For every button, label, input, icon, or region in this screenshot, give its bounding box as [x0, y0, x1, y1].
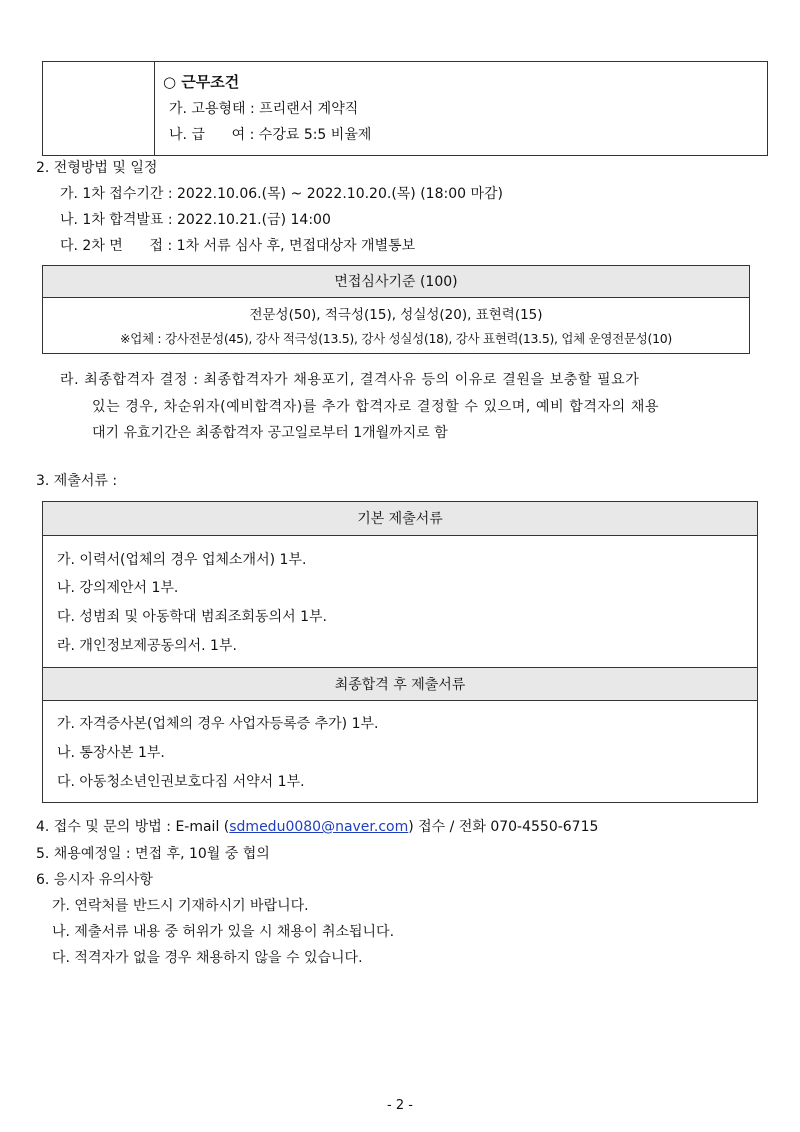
- schedule-item: 가. 1차 접수기간 : 2022.10.06.(목) ~ 2022.10.20.(목) (18:00 마감): [60, 186, 503, 202]
- notice-item: 나. 제출서류 내용 중 허위가 있을 시 채용이 취소됩니다.: [52, 924, 395, 940]
- contact-line: [36, 816, 598, 836]
- schedule-item: 나. 1차 합격발표 : 2022.10.21.(금) 14:00: [60, 212, 331, 228]
- after-pass-document-item: 가. 자격증사본(업체의 경우 사업자등록증 추가) 1부.: [57, 716, 379, 732]
- after-pass-documents-header: 최종합격 후 제출서류: [43, 667, 757, 701]
- basic-document-item: 나. 강의제안서 1부.: [57, 580, 179, 596]
- schedule-item: 다. 2차 면 접 : 1차 서류 심사 후, 면접대상자 개별통보: [60, 238, 416, 254]
- work-conditions-table: [42, 61, 768, 156]
- documents-table: [42, 501, 758, 803]
- notice-item: 다. 적격자가 없을 경우 채용하지 않을 수 있습니다.: [52, 950, 363, 966]
- after-pass-document-item: 다. 아동청소년인권보호다짐 서약서 1부.: [57, 774, 305, 790]
- section-3-title: 3. 제출서류 :: [36, 473, 118, 489]
- contact-email-link[interactable]: sdmedu0080@naver.com: [229, 819, 409, 835]
- table-divider: [154, 62, 155, 155]
- basic-document-item: 다. 성범죄 및 아동학대 범죄조회동의서 1부.: [57, 609, 327, 625]
- final-decision-line-3: 대기 유효기간은 최종합격자 공고일로부터 1개월까지로 함: [92, 425, 448, 441]
- after-pass-document-item: 나. 통장사본 1부.: [57, 745, 165, 761]
- criteria-line-2: ※업체 : 강사전문성(45), 강사 적극성(13.5), 강사 성실성(18), 강사 표현력(13.5), 업체 운영전문성(10): [120, 331, 672, 346]
- final-decision-line-1: 라. 최종합격자 결정 : 최종합격자가 채용포기, 결격사유 등의 이유로 결원을 보충할 필요가: [60, 372, 640, 388]
- interview-criteria-table: [42, 265, 750, 354]
- final-decision-line-2: 있는 경우, 차순위자(예비합격자)를 추가 합격자로 결정할 수 있으며, 예비 합격자의 채용: [92, 399, 660, 415]
- basic-document-item: 가. 이력서(업체의 경우 업체소개서) 1부.: [57, 552, 307, 568]
- section-6-title: 6. 응시자 유의사항: [36, 872, 153, 888]
- basic-document-item: 라. 개인정보제공동의서. 1부.: [57, 638, 237, 654]
- section-2-title: 2. 전형방법 및 일정: [36, 160, 158, 176]
- contact-prefix: 4. 접수 및 문의 방법 : E-mail (: [36, 819, 230, 835]
- employment-type: 가. 고용형태 : 프리랜서 계약직: [169, 101, 359, 117]
- pay-terms: 나. 급 여 : 수강료 5:5 비율제: [169, 127, 372, 143]
- criteria-line-1: 전문성(50), 적극성(15), 성실성(20), 표현력(15): [249, 307, 543, 323]
- notice-item: 가. 연락처를 반드시 기재하시기 바랍니다.: [52, 898, 309, 914]
- work-conditions-heading: ○ 근무조건: [163, 73, 240, 91]
- criteria-header: 면접심사기준 (100): [43, 266, 749, 298]
- contact-suffix: ) 접수 / 전화 070-4550-6715: [408, 819, 599, 835]
- basic-documents-header: 기본 제출서류: [43, 502, 757, 536]
- page-number: - 2 -: [387, 1098, 413, 1113]
- hiring-date: 5. 채용예정일 : 면접 후, 10월 중 협의: [36, 846, 270, 862]
